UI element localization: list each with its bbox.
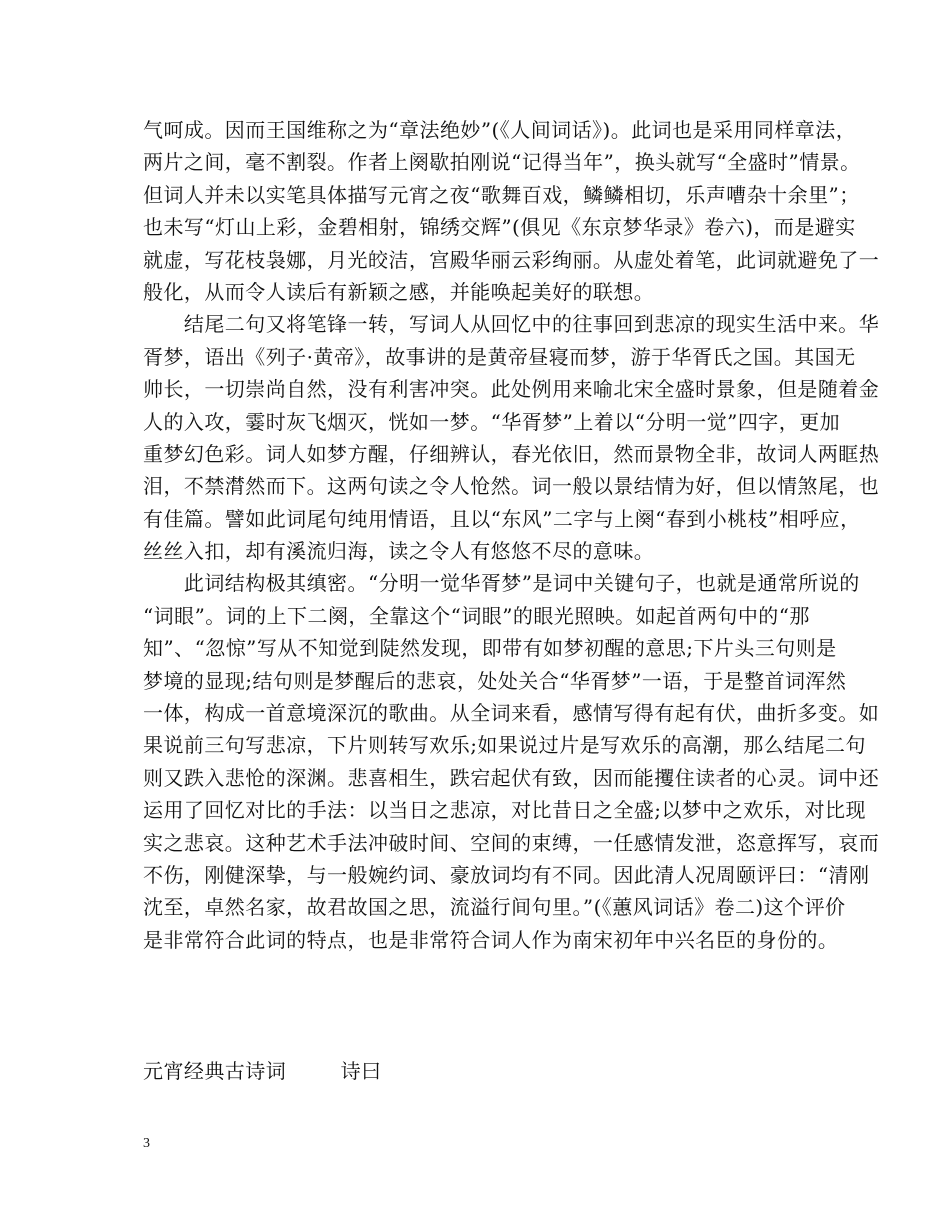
text-line: 胥梦，语出《列子·黄帝》，故事讲的是黄帝昼寝而梦，游于华胥氏之国。其国无	[143, 344, 856, 369]
text-line: 泪，不禁潸然而下。这两句读之令人怆然。词一般以景结情为好，但以情煞尾，也	[143, 474, 880, 499]
text-line: 就虚，写花枝袅娜，月光皎洁，宫殿华丽云彩绚丽。从虚处着笔，此词就避免了一	[143, 247, 880, 272]
text-line: “词眼”。词的上下二阕，全靠这个“词眼”的眼光照映。如起首两句中的“那	[143, 603, 810, 628]
text-line: 果说前三句写悲凉，下片则转写欢乐;如果说过片是写欢乐的高潮，那么结尾二句	[143, 733, 866, 758]
text-line: 则又跌入悲怆的深渊。悲喜相生，跌宕起伏有致，因而能攫住读者的心灵。词中还	[143, 765, 880, 790]
text-line: 气呵成。因而王国维称之为“章法绝妙”(《人间词话》)。此词也是采用同样章法，	[143, 118, 857, 142]
text-line: 此词结构极其缜密。“分明一觉华胥梦”是词中关键句子，也就是通常所说的	[143, 571, 860, 596]
text-line: 沈至，卓然名家，故君故国之思，流溢行间句里。”(《蕙风词话》卷二)这个评价	[143, 895, 846, 920]
text-line: 运用了回忆对比的手法：以当日之悲凉，对比昔日之全盛;以梦中之欢乐，对比现	[143, 798, 866, 823]
text-line: 帅长，一切崇尚自然，没有利害冲突。此处例用来喻北宋全盛时景象，但是随着金	[143, 377, 880, 402]
text-line: 般化，从而令人读后有新颖之感，并能唤起美好的联想。	[143, 279, 655, 304]
text-line: 有佳篇。譬如此词尾句纯用情语，且以“东风”二字与上阕“春到小桃枝”相呼应，	[143, 506, 861, 531]
text-line: 也未写“灯山上彩，金碧相射，锦绣交辉”(俱见《东京梦华录》卷六)，而是避实	[143, 215, 856, 240]
text-line: 一体，构成一首意境深沉的歌曲。从全词来看，感情写得有起有伏，曲折多变。如	[143, 701, 880, 726]
text-line: 丝丝入扣，却有溪流归海，读之令人有悠悠不尽的意味。	[143, 539, 655, 564]
text-line: 重梦幻色彩。词人如梦方醒，仔细辨认，春光依旧，然而景物全非，故词人两眶热	[143, 441, 880, 466]
closing-poem-label: 诗曰	[340, 1059, 382, 1083]
text-line: 结尾二句又将笔锋一转，写词人从回忆中的往事回到悲凉的现实生活中来。华	[143, 312, 880, 337]
text-line: 知”、“忽惊”写从不知觉到陡然发现，即带有如梦初醒的意思;下片头三句则是	[143, 636, 837, 661]
text-line: 梦境的显现;结句则是梦醒后的悲哀，处处关合“华胥梦”一语，于是整首词浑然	[143, 668, 847, 693]
closing-title: 元宵经典古诗词	[143, 1059, 287, 1083]
text-line: 人的入攻，霎时灰飞烟灭，恍如一梦。“华胥梦”上着以“分明一觉”四字，更加	[143, 409, 841, 434]
text-line: 是非常符合此词的特点，也是非常符合词人作为南宋初年中兴名臣的身份的。	[143, 927, 839, 952]
text-line: 实之悲哀。这种艺术手法冲破时间、空间的束缚，一任感情发泄，恣意挥写，哀而	[143, 830, 880, 855]
text-line: 不伤，刚健深挚，与一般婉约词、豪放词均有不同。因此清人况周颐评曰：“清刚	[143, 862, 870, 887]
page-number: 3	[143, 1136, 150, 1151]
closing-line	[143, 1055, 382, 1084]
article-body	[143, 114, 880, 956]
text-line: 两片之间，毫不割裂。作者上阕歇拍刚说“记得当年”，换头就写“全盛时”情景。	[143, 150, 861, 175]
text-line: 但词人并未以实笔具体描写元宵之夜“歌舞百戏，鳞鳞相切，乐声嘈杂十余里”；	[143, 182, 860, 207]
